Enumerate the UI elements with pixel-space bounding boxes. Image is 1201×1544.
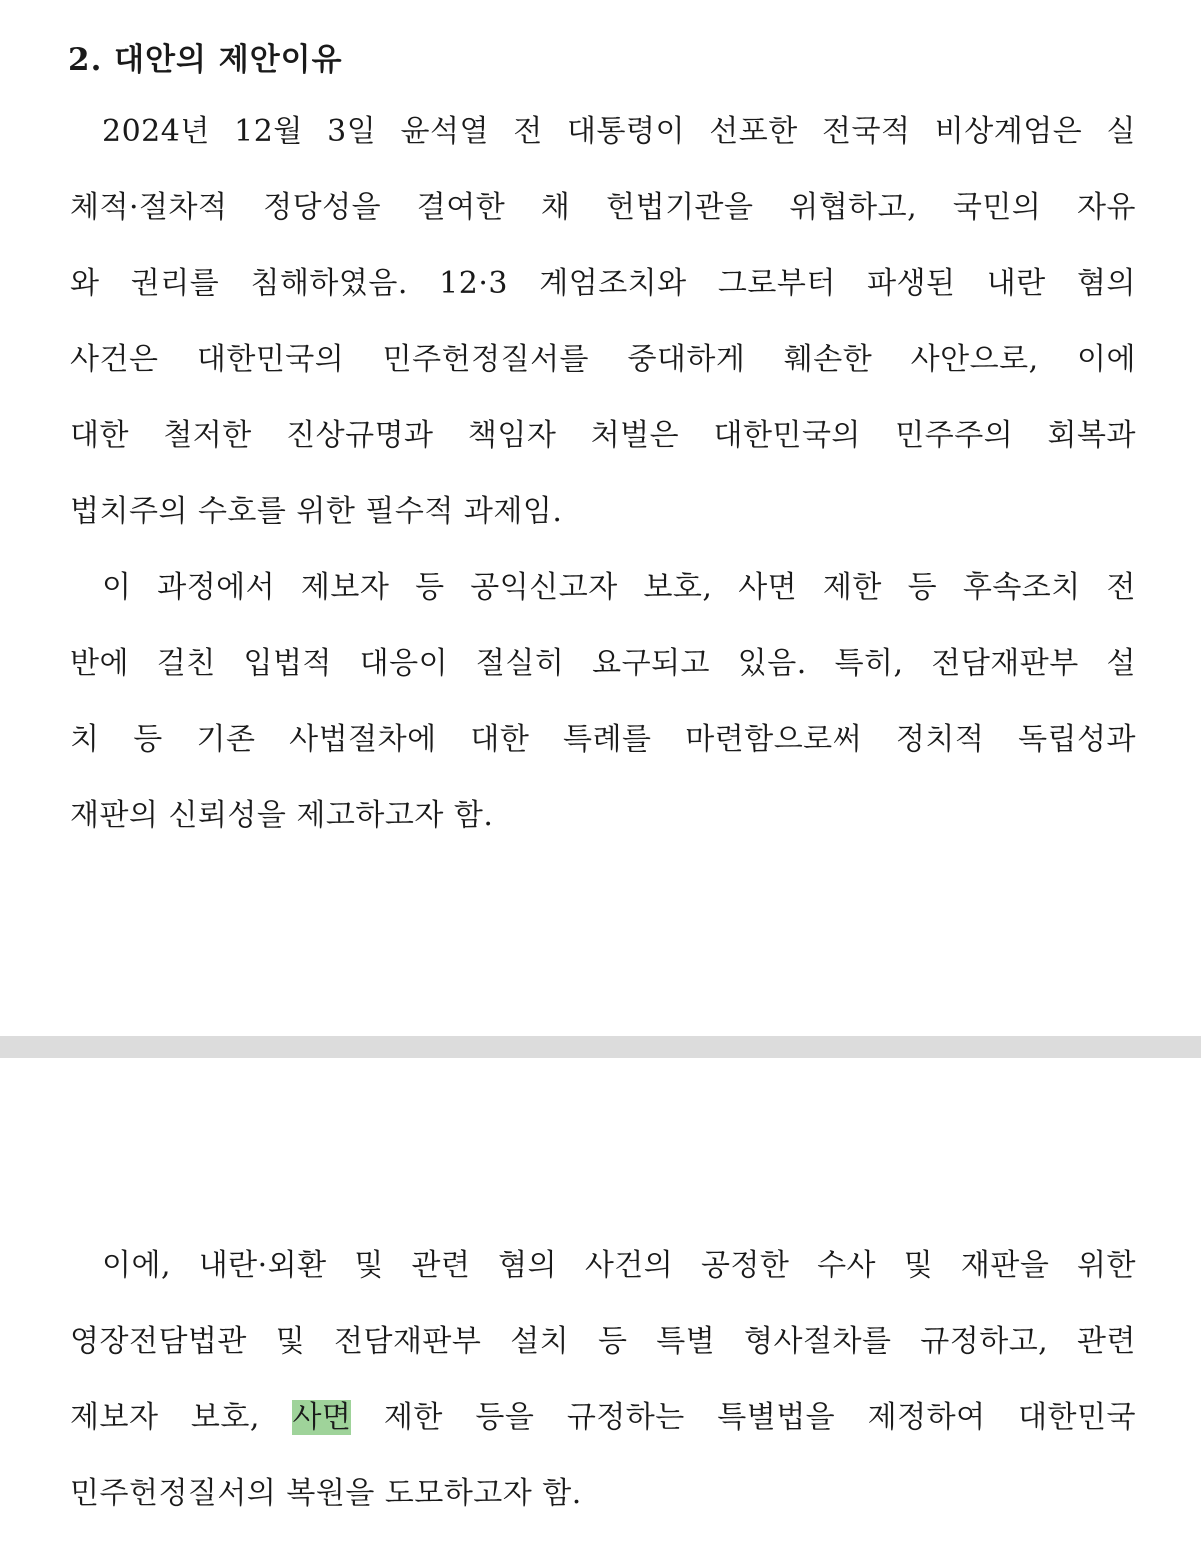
page-separator bbox=[0, 1036, 1201, 1058]
paragraph3-line-highlighted bbox=[70, 1398, 1136, 1438]
paragraph2-line: 재판의 신뢰성을 제고하고자 함. bbox=[70, 798, 494, 833]
paragraph3-line: 영장전담법관 및 전담재판부 설치 등 특별 형사절차를 규정하고, 관련 bbox=[70, 1324, 1136, 1359]
paragraph1-line: 와 권리를 침해하였음. 12·3 계엄조치와 그로부터 파생된 내란 혐의 bbox=[70, 266, 1136, 301]
paragraph1-line: 2024년 12월 3일 윤석열 전 대통령이 선포한 전국적 비상계엄은 실 bbox=[102, 114, 1136, 149]
paragraph1-line: 법치주의 수호를 위한 필수적 과제임. bbox=[70, 494, 563, 529]
section-heading: 2. 대안의 제안이유 bbox=[68, 42, 343, 78]
document-page-bottom bbox=[0, 1058, 1201, 1544]
paragraph2-line: 반에 걸친 입법적 대응이 절실히 요구되고 있음. 특히, 전담재판부 설 bbox=[70, 646, 1136, 681]
line-text: 제보자 보호, bbox=[70, 1400, 293, 1435]
paragraph1-line: 사건은 대한민국의 민주헌정질서를 중대하게 훼손한 사안으로, 이에 bbox=[70, 342, 1136, 377]
paragraph3-line: 민주헌정질서의 복원을 도모하고자 함. bbox=[70, 1476, 582, 1511]
paragraph2-line: 치 등 기존 사법절차에 대한 특례를 마련함으로써 정치적 독립성과 bbox=[70, 722, 1136, 757]
paragraph1-line: 체적·절차적 정당성을 결여한 채 헌법기관을 위협하고, 국민의 자유 bbox=[70, 190, 1136, 225]
paragraph1-line: 대한 철저한 진상규명과 책임자 처벌은 대한민국의 민주주의 회복과 bbox=[70, 418, 1136, 453]
paragraph3-line: 이에, 내란·외환 및 관련 혐의 사건의 공정한 수사 및 재판을 위한 bbox=[102, 1248, 1136, 1283]
line-text: 제한 등을 규정하는 특별법을 제정하여 대한민국 bbox=[351, 1400, 1136, 1435]
search-highlight: 사면 bbox=[292, 1400, 352, 1435]
paragraph2-line: 이 과정에서 제보자 등 공익신고자 보호, 사면 제한 등 후속조치 전 bbox=[102, 570, 1136, 605]
